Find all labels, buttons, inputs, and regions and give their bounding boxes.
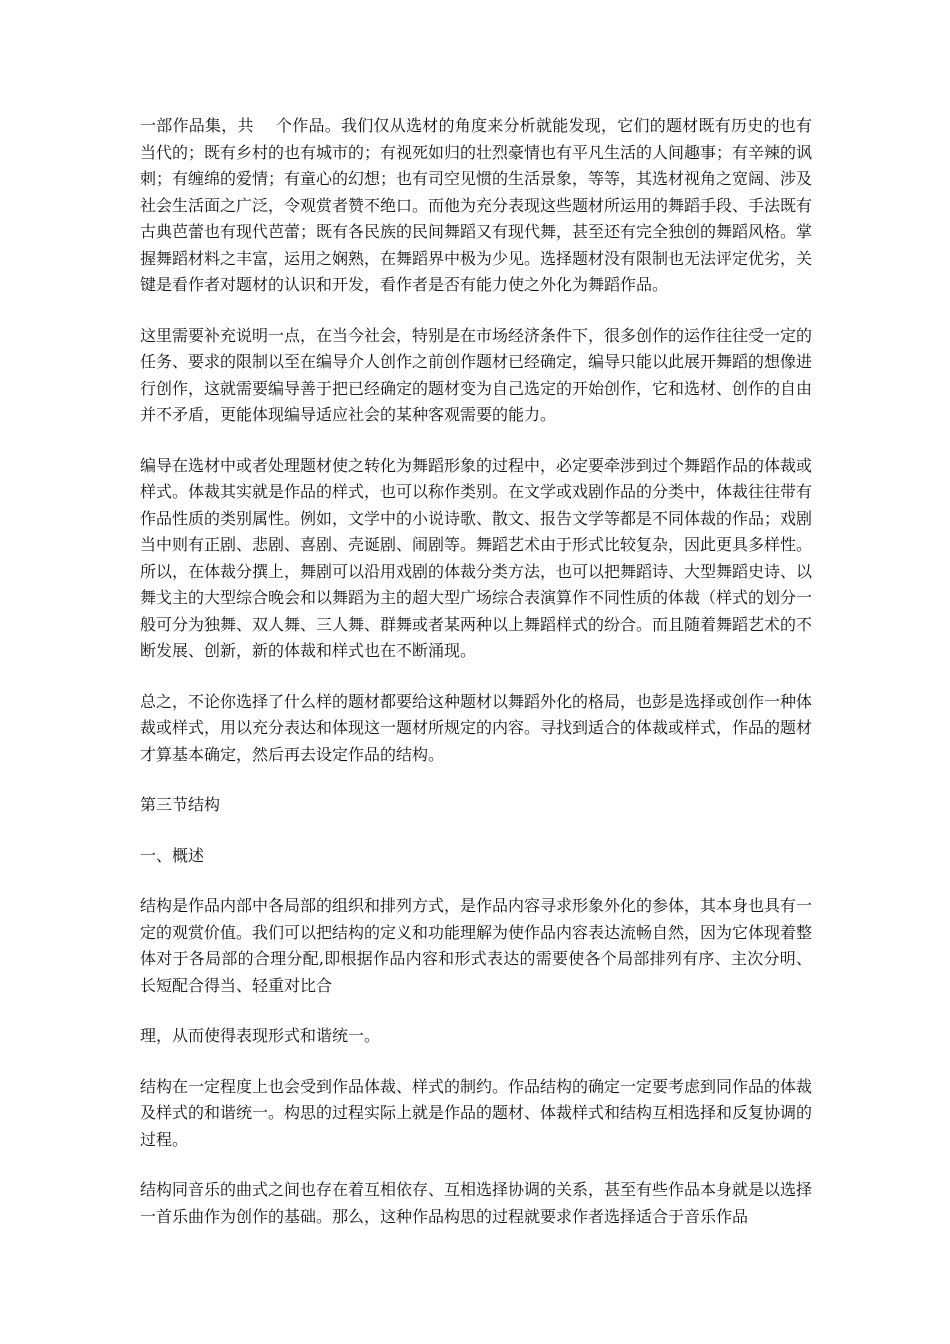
paragraph-summary: 总之，不论你选择了什么样的题材都要给这种题材以舞蹈外化的格局，也彭是选择或创作一种体裁或样式，用以充分表达和体现这一题材所规定的内容。寻找到适合的体裁或样式，作品的题材才算基本确定，然后再去设定作品的结构。: [140, 691, 813, 764]
paragraph-structure-definition: 结构是作品内部中各局部的组织和排列方式，是作品内容寻求形象外化的参体，其本身也具有一定的观赏价值。我们可以把结构的定义和功能理解为使作品内容表达流畅自然，因为它体现着整体对于各局部的合理分配,即根据作品内容和形式表达的需要使各个局部排列有序、主次分明、长短配合得当、轻重对比合: [140, 896, 813, 995]
paragraph-genre: 编导在选材中或者处理题材使之转化为舞蹈形象的过程中，必定要牵涉到过个舞蹈作品的体裁或样式。体裁其实就是作品的样式，也可以称作类别。在文学或戏剧作品的分类中，体裁往往带有作品性质的类别属性。例如，文学中的小说诗歌、散文、报告文学等都是不同体裁的作品；戏剧当中则有正剧、悲剧、喜剧、壳诞剧、闹剧等。舞蹈艺术由于形式比较复杂，因此更具多样性。所以，在体裁分撰上，舞剧可以沿用戏剧的体裁分类方法，也可以把舞蹈诗、大型舞蹈史诗、以舞戈主的大型综合晚会和以舞蹈为主的超大型广场综合表演算作不同性质的体裁（样式的划分一般可分为独舞、双人舞、三人舞、群舞或者某两种以上舞蹈样式的纷合。而且随着舞蹈艺术的不断发展、创新，新的体裁和样式也在不断涌现。: [140, 455, 813, 660]
document-page: [140, 113, 812, 1254]
paragraph-subject-choice: [140, 113, 812, 299]
section-heading: 第三节结构: [140, 795, 221, 814]
paragraph-text-start: 一部作品集，共: [140, 116, 254, 135]
subsection-heading: 一、概述: [140, 845, 205, 865]
paragraph-supplement: 这里需要补充说明一点，在当今社会，特别是在市场经济条件下，很多创作的运作往往受一定的任务、要求的限制以至在编导介人创作之前创作题材已经确定，编导只能以此展开舞蹈的想像进行创作，这就需要编导善于把已经确定的题材变为自己选定的开始创作，它和选材、创作的自由并不矛盾，更能体现编导适应社会的某种客观需要的能力。: [140, 325, 813, 424]
paragraph-structure-genre: 结构在一定程度上也会受到作品体裁、样式的制约。作品结构的确定一定要考虑到同作品的体裁及样式的和谐统一。构思的过程实际上就是作品的题材、体裁样式和结构互相选择和反复协调的过程。: [140, 1076, 813, 1149]
paragraph-text-rest: 个作品。我们仅从选材的角度来分析就能发现，它们的题材既有历史的也有当代的；既有乡村的也有城市的；有视死如归的壮烈豪情也有平凡生活的人间趣事；有辛辣的讽刺；有缠绵的爱情；有童心的幻想；也有司空见惯的生活景象，等等，其选材视角之宽阔、涉及社会生活面之广泛，令观赏者赞不绝口。而他为充分表现这些题材所运用的舞蹈手段、手法既有古典芭蕾也有现代芭蕾；既有各民族的民间舞蹈又有现代舞，甚至还有完全独创的舞蹈风格。掌握舞蹈材料之丰富，运用之娴熟，在舞蹈界中极为少见。选择题材没有限制也无法评定优劣，关键是看作者对题材的认识和开发，看作者是否有能力使之外化为舞蹈作品。: [140, 116, 813, 294]
paragraph-structure-music: 结构同音乐的曲式之间也存在着互相依存、互相选择协调的关系，甚至有些作品本身就是以选择一首乐曲作为创作的基础。那么，这种作品构思的过程就要求作者选择适合于音乐作品: [140, 1180, 813, 1226]
paragraph-structure-continued: 理，从而使得表现形式和谐统一。: [140, 1026, 381, 1045]
